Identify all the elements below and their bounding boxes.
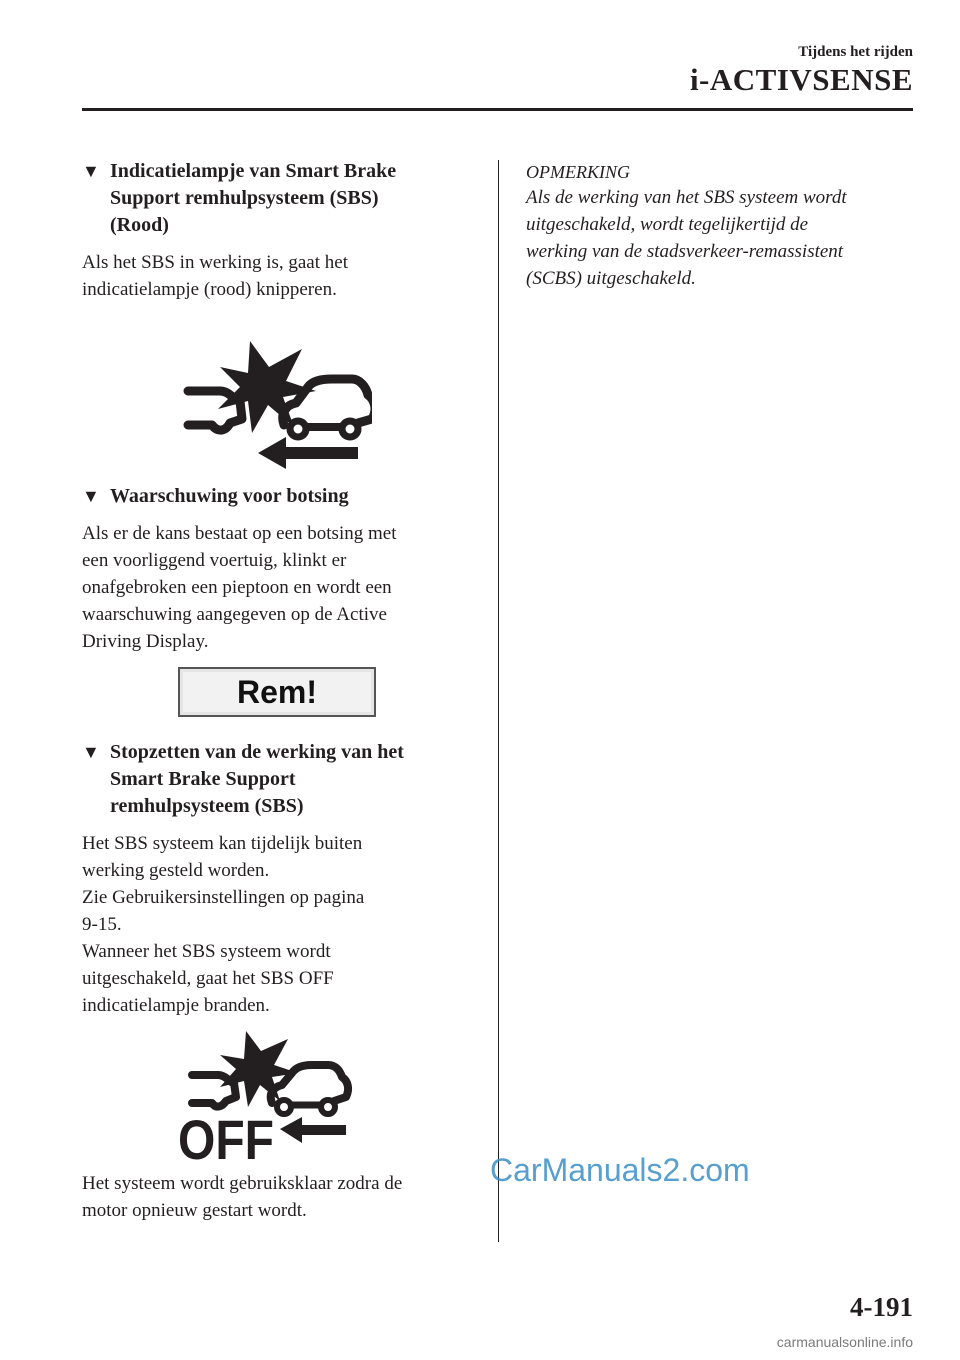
active-driving-display-warning bbox=[178, 667, 376, 717]
note-label: OPMERKING bbox=[526, 162, 630, 182]
triangle-bullet-icon: ▼ bbox=[82, 161, 100, 181]
triangle-bullet-icon: ▼ bbox=[82, 486, 100, 506]
rem-warning-text: Rem! bbox=[236, 673, 317, 710]
chapter-subtitle: Tijdens het rijden bbox=[798, 44, 913, 60]
right-column bbox=[526, 160, 916, 292]
triangle-bullet-icon: ▼ bbox=[82, 742, 100, 762]
section-body-restart: Het systeem wordt gebruiksklaar zodra de motor opnieuw gestart wordt. bbox=[82, 1173, 403, 1221]
chapter-title: i-ACTIVSENSE bbox=[689, 62, 913, 97]
watermark: CarManuals2.com bbox=[490, 1152, 750, 1188]
page-number: 4-191 bbox=[850, 1292, 913, 1322]
sbs-off-icon bbox=[70, 1027, 472, 1162]
section-heading-collision: ▼ Waarschuwing voor botsing bbox=[82, 483, 472, 510]
section-body-deactivate: Het SBS systeem kan tijdelijk buiten werking gesteld worden. Zie Gebruikersinstellingen op pagina 9-15. Wanneer het SBS systeem wordt uitgeschakeld, gaat het SBS OFF indicatielampje branden. bbox=[82, 833, 365, 1016]
section-body-collision: Als er de kans bestaat op een botsing met een voorliggend voertuig, klinkt er onafgebroken een pieptoon en wordt een waarschuwing aangegeven op de Active Driving Display. bbox=[82, 523, 397, 652]
off-label: OFF bbox=[178, 1108, 274, 1162]
footer-site-link[interactable]: carmanualsonline.info bbox=[776, 1334, 913, 1350]
section-heading-indicator: ▼ Indicatielampje van Smart Brake Support remhulpsysteem (SBS) (Rood) bbox=[82, 158, 472, 239]
column-divider bbox=[498, 160, 499, 1242]
section-body-indicator: Als het SBS in werking is, gaat het indicatielampje (rood) knipperen. bbox=[82, 252, 348, 300]
section-heading-deactivate: ▼ Stopzetten van de werking van het Smart Brake Support remhulpsysteem (SBS) bbox=[82, 739, 472, 820]
left-column bbox=[82, 158, 472, 1224]
sbs-warning-icon bbox=[82, 329, 472, 469]
note-text: Als de werking van het SBS systeem wordt uitgeschakeld, wordt tegelijkertijd de werking van de stadsverkeer-remassistent (SCBS) uitgeschakeld. bbox=[526, 187, 847, 289]
header-divider bbox=[82, 108, 913, 111]
